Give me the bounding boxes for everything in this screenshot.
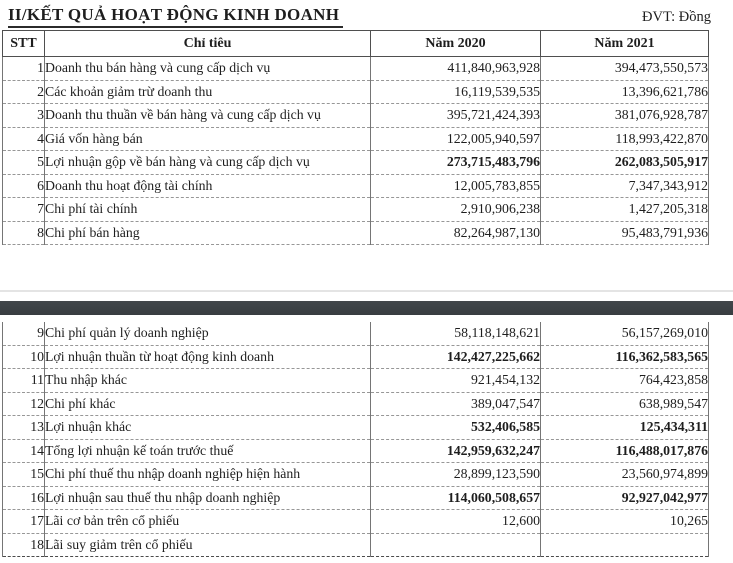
table-row (3, 80, 709, 104)
table-row (3, 439, 709, 463)
row-label: Chi phí bán hàng (45, 221, 371, 245)
table-row (3, 345, 709, 369)
row-number: 8 (3, 221, 45, 245)
value-2021 (541, 533, 709, 557)
row-label: Thu nhập khác (45, 369, 371, 393)
row-number: 16 (3, 486, 45, 510)
row-label: Lãi suy giảm trên cổ phiếu (45, 533, 371, 557)
row-label: Chi phí quản lý doanh nghiệp (45, 322, 371, 345)
table-row (3, 322, 709, 345)
row-label: Lợi nhuận gộp về bán hàng và cung cấp dịch vụ (45, 151, 371, 175)
table-row (3, 104, 709, 128)
value-2020: 273,715,483,796 (371, 151, 541, 175)
value-2020: 532,406,585 (371, 416, 541, 440)
table-row (3, 57, 709, 81)
unit-label: ĐVT: Đồng (642, 9, 711, 25)
value-2020: 2,910,906,238 (371, 198, 541, 222)
value-2021: 118,993,422,870 (541, 127, 709, 151)
table-row (3, 510, 709, 534)
value-2021: 56,157,269,010 (541, 322, 709, 345)
value-2020 (371, 533, 541, 557)
value-2020: 389,047,547 (371, 392, 541, 416)
row-number: 15 (3, 463, 45, 487)
value-2021: 638,989,547 (541, 392, 709, 416)
row-label: Các khoản giảm trừ doanh thu (45, 80, 371, 104)
table-body-part1 (3, 57, 709, 245)
col-header-2020: Năm 2020 (371, 31, 541, 57)
col-header-2021: Năm 2021 (541, 31, 709, 57)
row-number: 11 (3, 369, 45, 393)
row-number: 9 (3, 322, 45, 345)
table-row (3, 127, 709, 151)
table-row (3, 463, 709, 487)
page-title: II/KẾT QUẢ HOẠT ĐỘNG KINH DOANH (8, 5, 343, 28)
row-number: 6 (3, 174, 45, 198)
row-label: Lợi nhuận thuần từ hoạt động kinh doanh (45, 345, 371, 369)
table-row (3, 198, 709, 222)
row-label: Giá vốn hàng bán (45, 127, 371, 151)
income-statement-table-part2 (2, 322, 709, 557)
row-label: Doanh thu bán hàng và cung cấp dịch vụ (45, 57, 371, 81)
row-number: 12 (3, 392, 45, 416)
row-number: 4 (3, 127, 45, 151)
value-2020: 82,264,987,130 (371, 221, 541, 245)
row-number: 13 (3, 416, 45, 440)
row-number: 3 (3, 104, 45, 128)
row-number: 18 (3, 533, 45, 557)
scan-fragment-edge (0, 290, 733, 292)
row-number: 10 (3, 345, 45, 369)
value-2020: 12,005,783,855 (371, 174, 541, 198)
table-row (3, 369, 709, 393)
value-2021: 7,347,343,912 (541, 174, 709, 198)
value-2020: 122,005,940,597 (371, 127, 541, 151)
table-row (3, 486, 709, 510)
table-row (3, 533, 709, 557)
value-2020: 142,959,632,247 (371, 439, 541, 463)
table-row (3, 392, 709, 416)
value-2021: 23,560,974,899 (541, 463, 709, 487)
table-row (3, 174, 709, 198)
value-2021: 95,483,791,936 (541, 221, 709, 245)
row-label: Chi phí thuế thu nhập doanh nghiệp hiện hành (45, 463, 371, 487)
value-2021: 10,265 (541, 510, 709, 534)
value-2021: 764,423,858 (541, 369, 709, 393)
value-2021: 381,076,928,787 (541, 104, 709, 128)
table-body-part2 (3, 322, 709, 557)
row-label: Tổng lợi nhuận kế toán trước thuế (45, 439, 371, 463)
row-number: 7 (3, 198, 45, 222)
value-2021: 394,473,550,573 (541, 57, 709, 81)
row-label: Lợi nhuận sau thuế thu nhập doanh nghiệp (45, 486, 371, 510)
row-number: 5 (3, 151, 45, 175)
row-label: Lãi cơ bản trên cổ phiếu (45, 510, 371, 534)
row-number: 2 (3, 80, 45, 104)
row-label: Doanh thu hoạt động tài chính (45, 174, 371, 198)
table-row (3, 221, 709, 245)
table-row (3, 416, 709, 440)
row-number: 14 (3, 439, 45, 463)
table-header-row (3, 31, 709, 57)
value-2021: 125,434,311 (541, 416, 709, 440)
row-number: 1 (3, 57, 45, 81)
value-2020: 114,060,508,657 (371, 486, 541, 510)
value-2020: 58,118,148,621 (371, 322, 541, 345)
table-row (3, 151, 709, 175)
row-label: Chi phí tài chính (45, 198, 371, 222)
value-2020: 16,119,539,535 (371, 80, 541, 104)
value-2021: 116,488,017,876 (541, 439, 709, 463)
value-2020: 921,454,132 (371, 369, 541, 393)
value-2021: 92,927,042,977 (541, 486, 709, 510)
value-2021: 1,427,205,318 (541, 198, 709, 222)
value-2021: 13,396,621,786 (541, 80, 709, 104)
row-label: Lợi nhuận khác (45, 416, 371, 440)
value-2020: 28,899,123,590 (371, 463, 541, 487)
col-header-criteria: Chỉ tiêu (45, 31, 371, 57)
income-statement-table-part1 (2, 30, 709, 245)
value-2021: 262,083,505,917 (541, 151, 709, 175)
value-2020: 411,840,963,928 (371, 57, 541, 81)
value-2021: 116,362,583,565 (541, 345, 709, 369)
row-label: Chi phí khác (45, 392, 371, 416)
section-divider-band (0, 301, 733, 315)
value-2020: 142,427,225,662 (371, 345, 541, 369)
col-header-stt: STT (3, 31, 45, 57)
value-2020: 395,721,424,393 (371, 104, 541, 128)
row-label: Doanh thu thuần về bán hàng và cung cấp dịch vụ (45, 104, 371, 128)
value-2020: 12,600 (371, 510, 541, 534)
row-number: 17 (3, 510, 45, 534)
